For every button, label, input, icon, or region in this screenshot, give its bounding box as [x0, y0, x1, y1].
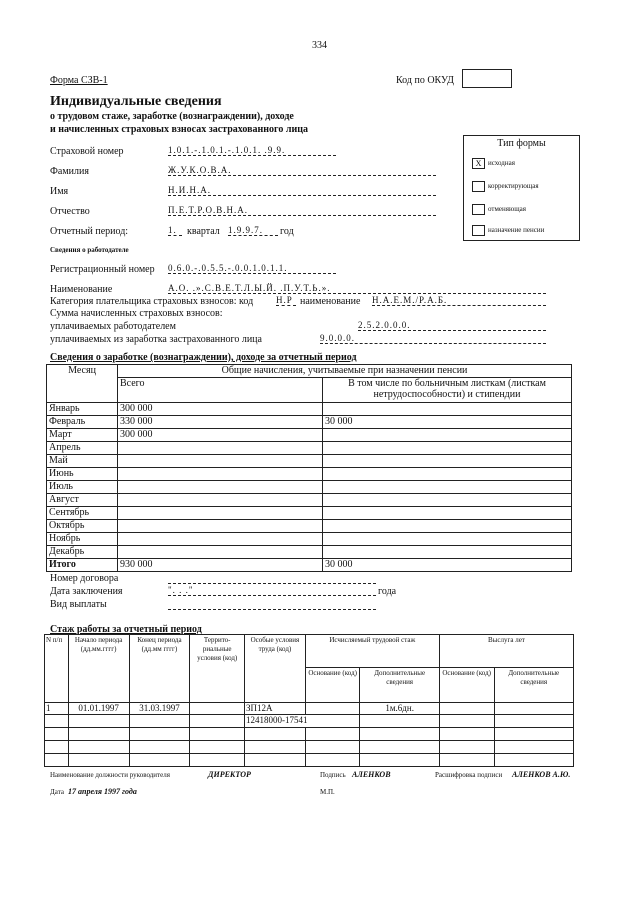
patronymic-label: Отчество — [50, 206, 90, 217]
quarter-label: квартал — [187, 226, 220, 237]
stazh-h-start: Начало периода (дд.мм.гггг) — [68, 635, 129, 703]
stazh-section: Стаж работы за отчетный период — [50, 624, 202, 635]
stazh-vys-add — [494, 703, 574, 715]
earnings-total — [118, 455, 323, 468]
earnings-row — [47, 455, 572, 468]
earnings-row — [47, 533, 572, 546]
contract-year-label: года — [378, 586, 397, 597]
earnings-sick — [323, 546, 572, 559]
surname-value: Ж.У.К.О.В.А. — [168, 165, 436, 176]
stazh-h-terr: Террито-риальные условия (код) — [190, 635, 245, 703]
earnings-row — [47, 468, 572, 481]
category-code: Н.Р — [276, 295, 296, 306]
stazh-h-end: Конец периода (дд.мм гггг) — [129, 635, 190, 703]
earnings-table — [46, 364, 572, 572]
form-type-option[interactable]: корректирующая — [472, 181, 539, 192]
position-label: Наименование должности руководителя — [50, 771, 170, 779]
earnings-month: Август — [47, 494, 118, 507]
paid-employee-value: 9.0.0.0. — [320, 333, 546, 344]
earnings-sick: 30 000 — [323, 416, 572, 429]
earnings-month: Октябрь — [47, 520, 118, 533]
reg-label: Регистрационный номер — [50, 264, 155, 275]
earnings-total — [118, 507, 323, 520]
earnings-sick — [323, 481, 572, 494]
earnings-sick — [323, 442, 572, 455]
earnings-month: Июнь — [47, 468, 118, 481]
page-title: Индивидуальные сведения — [50, 94, 222, 109]
earnings-sick — [323, 429, 572, 442]
form-code: Форма СЗВ-1 — [50, 75, 108, 86]
earnings-month: Январь — [47, 403, 118, 416]
stazh-ist-add: 1м.6дн. — [360, 703, 439, 715]
page-number: 334 — [312, 40, 327, 51]
form-type-option[interactable]: назначение пенсии — [472, 225, 544, 236]
earnings-total — [118, 520, 323, 533]
earnings-sick — [323, 507, 572, 520]
paid-employee-label: уплачиваемых из заработка застрахованного лица — [50, 334, 262, 345]
paid-employer-label: уплачиваемых работодателем — [50, 321, 176, 332]
decode-label: Расшифровка подписи — [435, 771, 503, 779]
surname-label: Фамилия — [50, 166, 89, 177]
period-label: Отчетный период: — [50, 226, 129, 237]
stazh-special2: 12418000-17541 — [245, 715, 360, 728]
form-type-option[interactable]: X исходная — [472, 158, 515, 169]
name-value: Н.И.Н.А. — [168, 185, 436, 196]
earnings-row — [47, 520, 572, 533]
employer-name-value: А.О. .».С.В.Е.Т.Л.Ы.Й. .П.У.Т.Ь.». — [168, 283, 546, 294]
earnings-total — [118, 468, 323, 481]
mp-label: М.П. — [320, 788, 335, 796]
category-name: Н.А.Е.М./Р.А.Б. — [372, 295, 546, 306]
subtitle-2: и начисленных страховых взносах застрахованного лица — [50, 124, 308, 135]
okud-box[interactable] — [462, 69, 512, 88]
stazh-start: 01.01.1997 — [68, 703, 129, 715]
reg-value: 0.6.0.-.0.5.5.-.0.0.1.0.1.1. — [168, 263, 336, 274]
date-value: 17 апреля 1997 года — [68, 787, 137, 796]
date-label: Дата — [50, 788, 64, 796]
earnings-month: Декабрь — [47, 546, 118, 559]
earnings-section: Сведения о заработке (вознаграждении), доходе за отчетный период — [50, 352, 357, 363]
stazh-ist-base — [305, 703, 360, 715]
earnings-sick — [323, 494, 572, 507]
okud-label: Код по ОКУД — [396, 75, 454, 86]
name-label: Имя — [50, 186, 69, 197]
form-type-box — [463, 135, 580, 241]
decode-value: АЛЕНКОВ А.Ю. — [512, 770, 571, 779]
quarter-value: 1. — [168, 225, 182, 236]
contract-date-value: ". . ." — [168, 585, 376, 596]
earnings-total — [118, 442, 323, 455]
earnings-month: Ноябрь — [47, 533, 118, 546]
col-total: Всего — [118, 378, 323, 403]
earnings-sick — [323, 533, 572, 546]
earnings-row — [47, 507, 572, 520]
sign-value: АЛЕНКОВ — [352, 770, 391, 779]
earnings-month: Февраль — [47, 416, 118, 429]
earnings-total — [118, 546, 323, 559]
stazh-sub-ist-add: Дополнительные сведения — [360, 668, 439, 703]
sign-label: Подпись — [320, 771, 346, 779]
category-label: Категория плательщика страховых взносов: код — [50, 296, 254, 307]
earnings-total — [118, 533, 323, 546]
col-sick: В том числе по больничным листкам (листкам нетрудоспособности) и стипендии — [323, 378, 572, 403]
earnings-row — [47, 442, 572, 455]
earnings-row — [47, 546, 572, 559]
stazh-h-special: Особые условия труда (код) — [245, 635, 306, 703]
stazh-table — [44, 634, 574, 767]
col-month: Месяц — [47, 365, 118, 403]
stazh-terr — [190, 703, 245, 715]
earnings-row — [47, 429, 572, 442]
earnings-total: 330 000 — [118, 416, 323, 429]
stazh-special1: ЗП12А — [245, 703, 306, 715]
earnings-total: 300 000 — [118, 403, 323, 416]
earnings-sick — [323, 455, 572, 468]
earnings-month: Март — [47, 429, 118, 442]
earnings-total: 300 000 — [118, 429, 323, 442]
position-value: ДИРЕКТОР — [208, 770, 251, 779]
year-value: 1.9.9.7. — [228, 225, 278, 236]
earnings-total — [118, 494, 323, 507]
itogo-sick: 30 000 — [323, 559, 572, 572]
subtitle-1: о трудовом стаже, заработке (вознаграждении), доходе — [50, 111, 294, 122]
earnings-sick — [323, 520, 572, 533]
payment-line — [168, 609, 376, 610]
insurance-label: Страховой номер — [50, 146, 124, 157]
stazh-sub-vys-base: Основание (код) — [439, 668, 494, 703]
earnings-month: Июль — [47, 481, 118, 494]
stazh-end: 31.03.1997 — [129, 703, 190, 715]
stazh-h-vys: Выслуга лет — [439, 635, 573, 668]
earnings-sick — [323, 468, 572, 481]
insurance-value: 1.0.1.-.1.0.1.-.1.0.1. .9.9. — [168, 145, 336, 156]
stazh-vys-base — [439, 703, 494, 715]
form-type-title: Тип формы — [497, 138, 546, 149]
earnings-row — [47, 416, 572, 429]
stazh-h-n: N п/п — [45, 635, 69, 703]
itogo-total: 930 000 — [118, 559, 323, 572]
col-general: Общие начисления, учитываемые при назначении пенсии — [118, 365, 572, 378]
payment-label: Вид выплаты — [50, 599, 107, 610]
contract-number-line — [168, 583, 376, 584]
form-type-option[interactable]: отменяющая — [472, 204, 526, 215]
paid-employer-value: 2.5.2.0.0.0. — [358, 320, 546, 331]
earnings-row — [47, 481, 572, 494]
stazh-sub-ist-base: Основание (код) — [305, 668, 360, 703]
stazh-sub-vys-add: Дополнительные сведения — [494, 668, 574, 703]
earnings-sick — [323, 403, 572, 416]
earnings-month: Сентябрь — [47, 507, 118, 520]
earnings-total — [118, 481, 323, 494]
patronymic-value: П.Е.Т.Р.О.В.Н.А. — [168, 205, 436, 216]
contract-number-label: Номер договора — [50, 573, 119, 584]
sum-label: Сумма начисленных страховых взносов: — [50, 308, 223, 319]
earnings-month: Май — [47, 455, 118, 468]
earnings-row — [47, 403, 572, 416]
year-label: год — [280, 226, 294, 237]
contract-date-label: Дата заключения — [50, 586, 123, 597]
stazh-n: 1 — [45, 703, 69, 715]
earnings-month: Апрель — [47, 442, 118, 455]
stazh-h-ist: Исчисляемый трудовой стаж — [305, 635, 439, 668]
category-name-label: наименование — [300, 296, 361, 307]
itogo-label: Итого — [47, 559, 118, 572]
earnings-row — [47, 494, 572, 507]
employer-section: Сведения о работодателе — [50, 246, 129, 254]
employer-name-label: Наименование — [50, 284, 113, 295]
